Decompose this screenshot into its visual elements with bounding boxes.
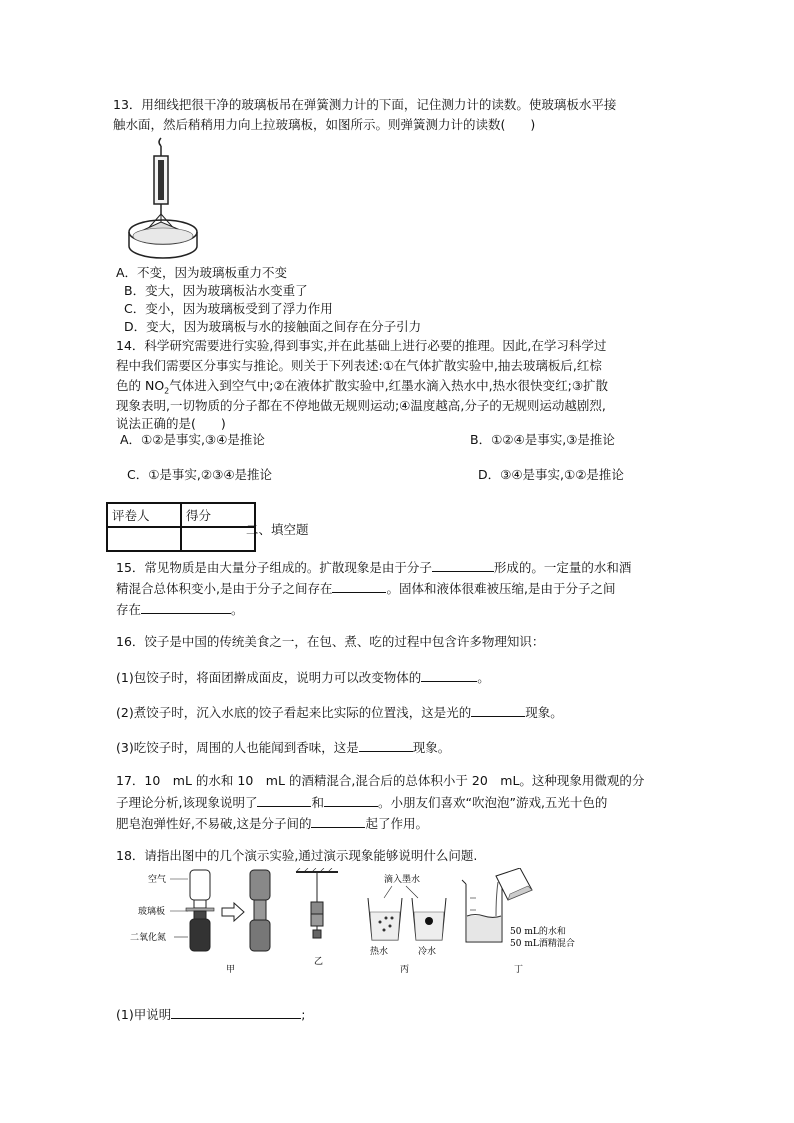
q16-blank-3[interactable]: [359, 737, 413, 752]
label-glass: 玻璃板: [138, 907, 166, 917]
q17-blank-2[interactable]: [324, 792, 378, 807]
q13-option-d: D．变大，因为玻璃板与水的接触面之间存在分子引力: [124, 319, 422, 334]
q15-line3: 存在 。: [116, 599, 244, 620]
q14-line1: 14．科学研究需要进行实验,得到事实,并在此基础上进行必要的推理。因此,在学习科学过: [116, 338, 607, 353]
q18-blank-1[interactable]: [171, 1004, 301, 1019]
q18-part1: (1)甲说明 ;: [116, 1004, 305, 1025]
q17-line3: 肥皂泡弹性好,不易破,这是分子间的 起了作用。: [116, 813, 428, 834]
q14-option-a: A．①②是事实,③④是推论: [120, 432, 265, 447]
label-jia: 甲: [226, 965, 236, 975]
label-yi: 乙: [314, 957, 324, 967]
q17-blank-3[interactable]: [311, 813, 365, 828]
q14-line4: 现象表明,一切物质的分子都在不停地做无规则运动;④温度越高,分子的无规则运动越剧烈,: [116, 398, 606, 413]
q14-line2: 程中我们需要区分事实与推论。则关于下列表述:①在气体扩散实验中,抽去玻璃板后,红棕: [116, 358, 602, 373]
score-table: [106, 502, 256, 552]
q16-blank-2[interactable]: [471, 702, 525, 717]
label-air: 空气: [148, 875, 167, 885]
label-mix-line2: 50 mL酒精混合: [510, 939, 575, 949]
q13-stem-line1: 13．用细线把很干净的玻璃板吊在弹簧测力计的下面，记住测力计的读数。使玻璃板水平接: [113, 97, 617, 112]
q15-blank-2[interactable]: [332, 578, 386, 593]
q17-line2: 子理论分析,该现象说明了 和 。小朋友们喜欢“吹泡泡”游戏,五光十色的: [116, 792, 607, 813]
q14-line3: 色的 $NO_2$气体进入到空气中;②在液体扩散实验中,红墨水滴入热水中,热水很快变红;③扩散: [116, 378, 609, 396]
q14-option-b: B．①②④是事实,③是推论: [470, 432, 615, 447]
label-cold: 冷水: [418, 947, 437, 957]
q18-stem: 18．请指出图中的几个演示实验,通过演示现象能够说明什么问题.: [116, 848, 478, 863]
q16-part3: (3)吃饺子时，周围的人也能闻到香味，这是 现象。: [116, 737, 450, 758]
q14-option-d: D．③④是事实,①②是推论: [478, 467, 624, 482]
q17-line1: 17．10 mL 的水和 10 mL 的酒精混合,混合后的总体积小于 20 mL。这种现象用微观的分: [116, 773, 645, 788]
label-ding: 丁: [514, 965, 524, 975]
label-bing: 丙: [400, 965, 410, 975]
q16-blank-1[interactable]: [421, 667, 477, 682]
q15-line2: 精混合总体积变小,是由于分子之间存在 。固体和液体很难被压缩,是由于分子之间: [116, 578, 615, 599]
q15-line1: 15．常见物质是由大量分子组成的。扩散现象是由于分子 形成的。一定量的水和酒: [116, 557, 631, 578]
score-cell[interactable]: [181, 527, 255, 551]
q14-line5: 说法正确的是( ): [116, 416, 226, 431]
score-header: 得分: [181, 503, 255, 527]
q14-option-c: C．①是事实,②③④是推论: [127, 467, 273, 482]
label-no2: 二氧化氮: [130, 933, 167, 943]
section-title: 二、填空题: [246, 522, 309, 537]
q13-stem-line2: 触水面，然后稍稍用力向上拉玻璃板，如图所示。则弹簧测力计的读数( ): [113, 117, 536, 132]
q13-option-c: C．变小，因为玻璃板受到了浮力作用: [124, 301, 333, 316]
q15-blank-3[interactable]: [141, 599, 231, 614]
q15-blank-1[interactable]: [432, 557, 494, 572]
q13-figure-spring-scale: [125, 136, 210, 261]
grader-cell[interactable]: [107, 527, 181, 551]
q13-option-b: B．变大，因为玻璃板沾水变重了: [124, 283, 308, 298]
q16-part2: (2)煮饺子时，沉入水底的饺子看起来比实际的位置浅，这是光的 现象。: [116, 702, 563, 723]
q16-part1: (1)包饺子时，将面团擀成面皮，说明力可以改变物体的 。: [116, 667, 490, 688]
q13-option-a: A．不变，因为玻璃板重力不变: [116, 265, 288, 280]
q18-figure-experiments: [130, 868, 590, 980]
label-ink: 滴入墨水: [384, 875, 421, 885]
grader-header: 评卷人: [107, 503, 181, 527]
q16-stem: 16．饺子是中国的传统美食之一，在包、煮、吃的过程中包含许多物理知识：: [116, 634, 545, 649]
label-hot: 热水: [370, 947, 389, 957]
label-mix-line1: 50 mL的水和: [510, 927, 566, 937]
q17-blank-1[interactable]: [257, 792, 311, 807]
